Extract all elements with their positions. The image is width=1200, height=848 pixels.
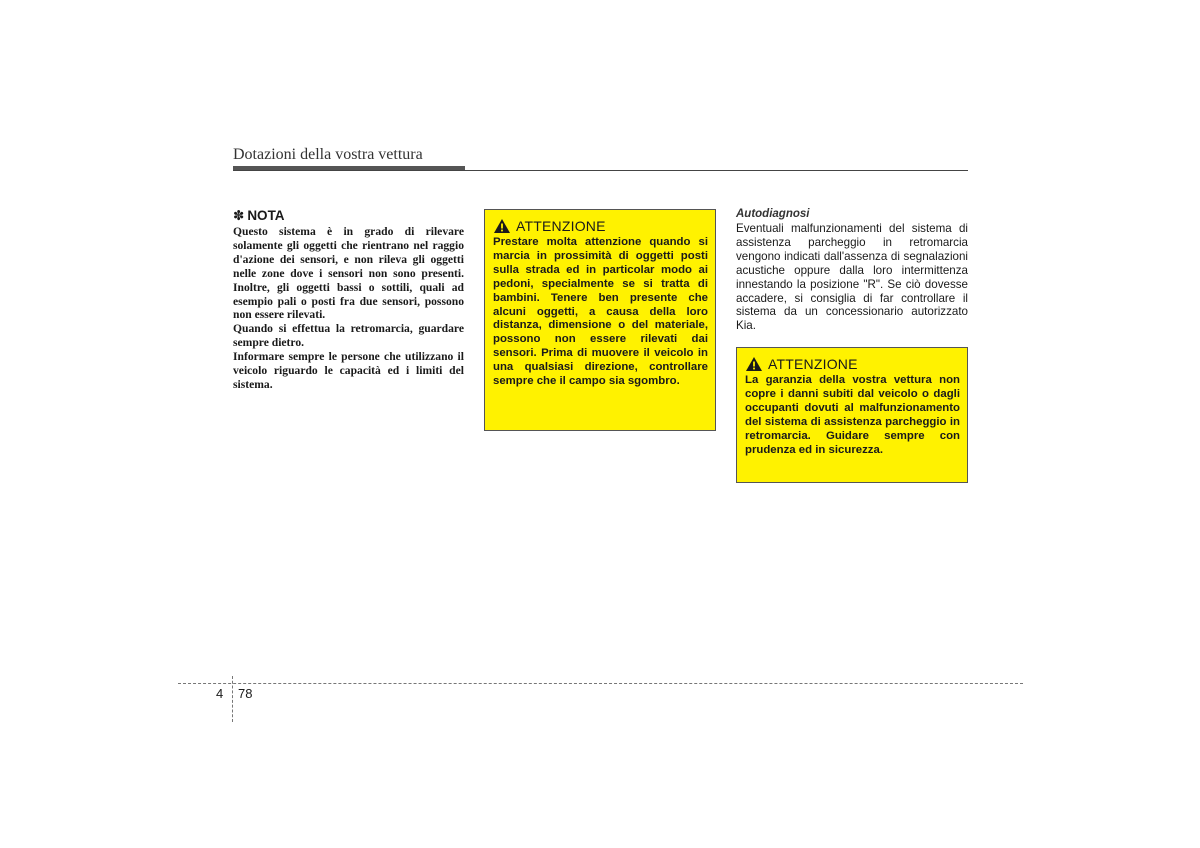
page-number: 78 [238,686,253,701]
footer-divider [232,676,233,722]
warning-title: ATTENZIONE [768,356,858,372]
diagnosis-heading: Autodiagnosi [736,208,810,220]
note-asterisk-icon: ✽ [233,208,245,223]
warning-triangle-icon [493,218,511,234]
note-paragraph: Quando si effettua la retromarcia, guardare sempre dietro. [233,322,464,350]
warning-header [493,218,708,234]
note-heading-label: NOTA [247,208,285,223]
warning-text: La garanzia della vostra vettura non copre i danni subiti dal veicolo o dagli occupanti dovuti al malfunzionamento del sistema di assistenza parcheggio in retromarcia. Guidare sempre con prudenza ed in sicurezza. [745,374,960,456]
note-section [233,208,464,392]
warning-text: Prestare molta attenzione quando si marcia in prossimità di oggetti posti sulla strada ed in particolar modo ai pedoni, specialmente se si tratta di bambini. Tenere ben presente che alcuni oggetti, a causa della loro distanza, dimensione o del materiale, possono non essere rilevati dai sensori. Prima di muovere il veicolo in una qualsiasi direzione, controllare sempre che il campo sia sgombro. [493,236,708,388]
chapter-number: 4 [216,686,224,701]
note-paragraph: Questo sistema è in grado di rilevare solamente gli oggetti che rientrano nel raggio d'azione dei sensori, e non rileva gli oggetti nelle zone dove i sensori non sono presenti. Inoltre, gli oggetti bassi o sottili, quali ad esempio pali o posti fra due sensori, possono non essere rilevati. [233,225,464,322]
warning-box [736,347,968,483]
note-body [233,225,464,392]
page-header-title: Dotazioni della vostra vettura [233,146,423,163]
note-paragraph: Informare sempre le persone che utilizzano il veicolo riguardo le capacità ed i limiti del sistema. [233,350,464,391]
diagnosis-section [736,208,968,333]
warning-box [484,209,716,431]
warning-header [745,356,960,372]
warning-triangle-icon [745,356,763,372]
note-heading [233,208,464,224]
header-rule [233,170,968,171]
warning-title: ATTENZIONE [516,218,606,234]
footer-rule [178,683,1023,684]
diagnosis-text: Eventuali malfunzionamenti del sistema di assistenza parcheggio in retromarcia vengono indicati dall'assenza di segnalazioni acustiche oppure dalla loro intermittenza innestando la posizione "R". Se ciò dovesse accadere, si consiglia di far controllare il sistema da un concessionario autorizzato Kia. [736,222,968,333]
